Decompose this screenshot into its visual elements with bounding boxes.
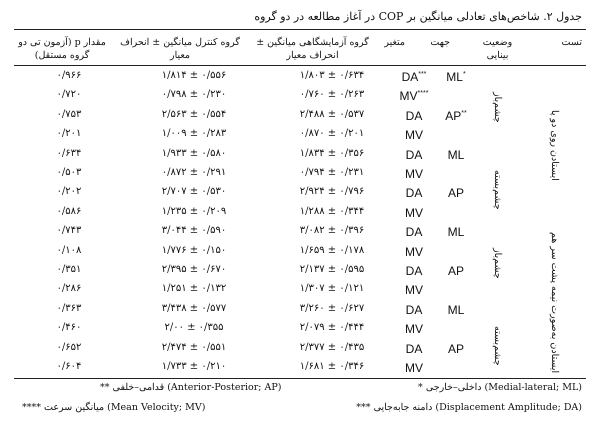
control-cell: ۱/۸۱۴ ± ۰/۵۵۶ xyxy=(161,70,227,81)
control-cell: ۰/۷۹۸ ± ۰/۲۳۰ xyxy=(161,89,227,101)
table-row xyxy=(14,125,586,145)
direction-text: ML xyxy=(447,225,465,240)
direction-text: AP xyxy=(447,264,464,278)
p-value-cell: ۰/۲۰۲ xyxy=(56,186,82,198)
variable-cell xyxy=(389,148,439,162)
header-rule xyxy=(14,65,586,66)
header-test: تست xyxy=(561,37,582,48)
header-direction: جهت xyxy=(430,37,450,48)
direction-cell xyxy=(436,264,476,278)
variable-text: DA xyxy=(405,186,423,201)
table-row xyxy=(14,222,586,242)
vision-label-4: چشم‌بسته xyxy=(492,326,503,366)
vision-label-2: چشم‌بسته xyxy=(492,170,503,210)
p-value-cell: ۰/۹۶۶ xyxy=(56,70,82,81)
direction-cell xyxy=(436,342,476,356)
variable-text: MV xyxy=(405,322,423,337)
header-experimental: گروه آزمایشگاهی میانگین ± انحراف معیار xyxy=(256,37,369,61)
p-value-cell: ۰/۶۳۴ xyxy=(56,147,82,159)
control-cell: ۱/۷۷۶ ± ۰/۱۵۰ xyxy=(161,244,227,256)
direction-text: ML xyxy=(446,70,463,84)
table-row xyxy=(14,145,586,165)
table-top-rule xyxy=(14,29,586,30)
variable-cell xyxy=(389,89,439,103)
variable-mark: *** xyxy=(418,71,427,78)
experimental-cell: ۱/۶۵۹ ± ۰/۱۷۸ xyxy=(299,244,365,256)
header-variable: متغیر xyxy=(384,37,405,48)
variable-cell xyxy=(389,186,439,200)
variable-text: DA xyxy=(405,302,423,317)
p-value-cell: ۰/۵۰۳ xyxy=(56,167,82,178)
control-cell: ۰/۸۷۲ ± ۰/۲۹۱ xyxy=(161,167,227,178)
experimental-cell: ۰/۷۶۰ ± ۰/۲۶۳ xyxy=(299,89,365,101)
table-row xyxy=(14,67,586,87)
control-cell: ۲/۳۹۵ ± ۰/۶۷۰ xyxy=(161,264,227,275)
variable-cell xyxy=(389,264,439,278)
experimental-cell: ۲/۰۷۹ ± ۰/۴۴۴ xyxy=(299,322,365,334)
test-label-2: ایستادن به‌صورت نیمه پشت سر هم xyxy=(549,232,560,374)
experimental-cell: ۲/۳۷۷ ± ۰/۴۳۵ xyxy=(299,341,365,353)
variable-text: MV xyxy=(399,89,418,104)
control-cell: ۱/۷۳۳ ± ۰/۲۱۰ xyxy=(161,361,227,372)
direction-cell xyxy=(436,186,476,200)
p-value-cell: ۰/۳۶۳ xyxy=(56,302,82,314)
direction-mark: ** xyxy=(461,109,467,117)
table-row xyxy=(14,280,586,300)
p-value-cell: ۰/۳۵۱ xyxy=(56,264,82,275)
variable-cell xyxy=(389,283,439,297)
direction-text: ML xyxy=(447,147,465,162)
p-value-cell: ۰/۷۴۳ xyxy=(56,225,82,237)
footnote-da: *** دامنه جابه‌جایی (Displacement Amplitude; DA) xyxy=(356,402,582,413)
p-value-cell: ۰/۱۰۸ xyxy=(56,244,82,256)
experimental-cell: ۱/۶۸۱ ± ۰/۳۴۶ xyxy=(299,361,365,372)
direction-text: AP xyxy=(447,341,464,356)
experimental-cell: ۱/۸۰۳ ± ۰/۶۳۴ xyxy=(299,70,365,81)
variable-cell xyxy=(389,128,439,142)
direction-text: AP xyxy=(447,186,464,201)
control-cell: ۲/۴۷۴ ± ۰/۵۵۱ xyxy=(161,341,227,353)
variable-cell xyxy=(389,225,439,239)
control-cell: ۳/۴۳۸ ± ۰/۵۷۷ xyxy=(161,302,227,314)
direction-cell xyxy=(436,148,476,162)
header-pvalue: مقدار p (آزمون تی دو گروه مستقل) xyxy=(18,37,106,61)
variable-text: MV xyxy=(405,361,423,375)
p-value-cell: ۰/۶۵۲ xyxy=(56,341,82,353)
experimental-cell: ۲/۴۸۸ ± ۰/۵۳۷ xyxy=(299,108,365,120)
variable-text: DA xyxy=(405,108,423,123)
p-value-cell: ۰/۲۰۱ xyxy=(56,128,82,140)
direction-cell xyxy=(436,225,476,239)
control-cell: ۱/۹۳۳ ± ۰/۵۸۰ xyxy=(161,147,227,159)
experimental-cell: ۱/۳۰۷ ± ۰/۱۲۱ xyxy=(299,283,365,295)
p-value-cell: ۰/۲۸۶ xyxy=(56,283,82,295)
control-cell: ۱/۲۳۵ ± ۰/۲۰۹ xyxy=(161,205,227,217)
variable-cell xyxy=(389,245,439,259)
table-row xyxy=(14,300,586,320)
variable-text: DA xyxy=(405,147,423,162)
table-bottom-rule xyxy=(14,378,586,379)
direction-text: AP xyxy=(445,108,462,123)
variable-cell xyxy=(389,342,439,356)
experimental-cell: ۱/۲۸۸ ± ۰/۳۴۴ xyxy=(299,205,365,217)
direction-cell xyxy=(436,70,476,84)
header-control: گروه کنترل میانگین ± انحراف معیار xyxy=(120,37,240,61)
p-value-cell: ۰/۷۵۳ xyxy=(56,108,82,120)
variable-cell xyxy=(389,303,439,317)
variable-cell xyxy=(389,206,439,220)
experimental-cell: ۰/۷۹۴ ± ۰/۲۳۱ xyxy=(299,167,365,178)
variable-mark: **** xyxy=(417,90,429,98)
variable-cell xyxy=(389,109,439,123)
test-label-1: ایستادن روی دو پا xyxy=(549,110,560,181)
vision-label-1: چشم‌باز xyxy=(492,92,503,123)
p-value-cell: ۰/۵۸۶ xyxy=(56,205,82,217)
experimental-cell: ۱/۸۳۴ ± ۰/۳۵۶ xyxy=(299,147,365,159)
variable-text: DA xyxy=(405,225,423,240)
variable-cell xyxy=(389,70,439,84)
control-cell: ۱/۲۵۱ ± ۰/۱۳۲ xyxy=(161,283,227,295)
variable-text: DA xyxy=(405,264,423,278)
control-cell: ۳/۰۴۴ ± ۰/۵۹۰ xyxy=(161,225,227,237)
control-cell: ۱/۰۰۹ ± ۰/۲۸۳ xyxy=(161,128,227,140)
header-vision: وضعیت بینایی xyxy=(482,37,513,61)
control-cell: ۲/۷۰۷ ± ۰/۵۳۰ xyxy=(161,186,227,198)
variable-cell xyxy=(389,361,439,375)
experimental-cell: ۳/۰۸۲ ± ۰/۳۹۶ xyxy=(299,225,365,237)
variable-text: MV xyxy=(405,128,423,143)
experimental-cell: ۲/۹۲۴ ± ۰/۷۹۶ xyxy=(299,186,365,198)
direction-cell xyxy=(436,303,476,317)
experimental-cell: ۳/۲۶۰ ± ۰/۶۲۷ xyxy=(299,302,365,314)
direction-mark: * xyxy=(462,71,466,78)
variable-text: MV xyxy=(405,283,423,298)
vision-label-3: چشم‌باز xyxy=(492,248,503,279)
variable-text: MV xyxy=(405,244,423,259)
variable-text: MV xyxy=(405,205,423,220)
p-value-cell: ۰/۴۶۰ xyxy=(56,322,82,334)
control-cell: ۲/۰۰ ± ۰/۳۵۵ xyxy=(164,322,224,334)
direction-text: ML xyxy=(447,302,465,317)
footnote-ml: * داخلی–خارجی (Medial-lateral; ML) xyxy=(418,382,582,393)
table-caption: جدول ۲. شاخص‌های تعادلی میانگین بر COP در آغاز مطالعه در دو گروه xyxy=(254,10,582,23)
variable-text: DA xyxy=(401,70,419,84)
control-cell: ۲/۵۶۳ ± ۰/۵۵۴ xyxy=(161,108,227,120)
variable-text: MV xyxy=(405,167,423,181)
variable-cell xyxy=(389,167,439,181)
p-value-cell: ۰/۶۰۴ xyxy=(56,361,82,372)
p-value-cell: ۰/۷۲۰ xyxy=(56,89,82,101)
experimental-cell: ۰/۸۷۰ ± ۰/۲۰۱ xyxy=(299,128,365,140)
direction-cell xyxy=(436,109,476,123)
experimental-cell: ۲/۱۳۷ ± ۰/۵۹۵ xyxy=(299,264,365,275)
variable-text: DA xyxy=(405,341,423,356)
footnote-ap: ** قدامی–خلفی (Anterior-Posterior; AP) xyxy=(100,382,282,393)
footnote-mv: **** میانگین سرعت (Mean Velocity; MV) xyxy=(22,402,206,413)
variable-cell xyxy=(389,322,439,336)
